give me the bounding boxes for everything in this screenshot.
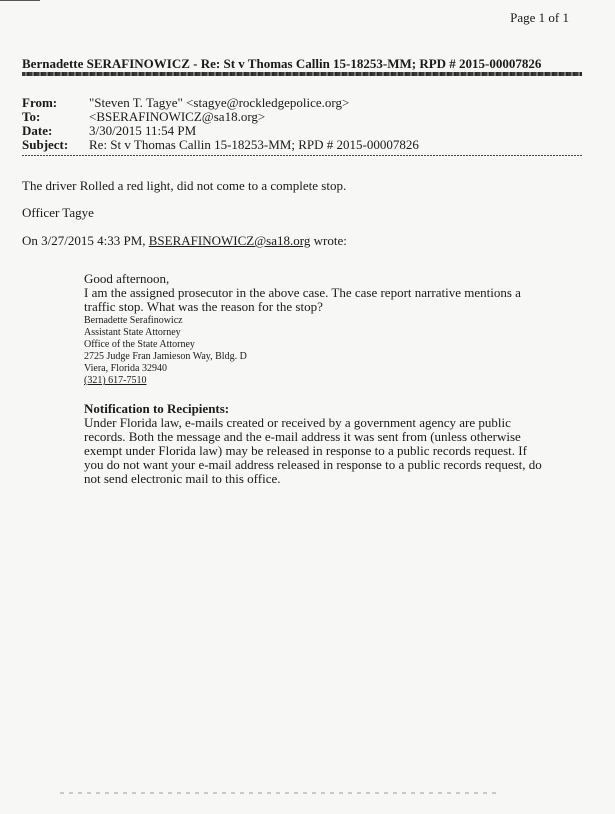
- quoted-greeting: Good afternoon,: [84, 271, 170, 286]
- subject-row: [22, 138, 419, 152]
- email-header: [22, 96, 419, 152]
- to-label: To:: [22, 109, 41, 124]
- document-title: Bernadette SERAFINOWICZ - Re: St v Thomas Callin 15-18253-MM; RPD # 2015-00007826: [22, 56, 542, 71]
- signature-phone[interactable]: (321) 617-7510: [84, 375, 147, 386]
- subject-label: Subject:: [22, 137, 69, 152]
- to-value: <BSERAFINOWICZ@sa18.org>: [89, 109, 266, 124]
- notification-body: Under Florida law, e-mails created or received by a government agency are public records. Both the message and the e-mail address it was sent from (unless otherwise exempt under Florida law) may be released in response to a public records request. If you do not want your e-mail address released in response to a public records request, do not send electronic mail to this office.: [84, 415, 542, 486]
- subject-value: Re: St v Thomas Callin 15-18253-MM; RPD # 2015-00007826: [89, 137, 419, 152]
- signature-city: Viera, Florida 32940: [84, 363, 167, 374]
- signature-title: Assistant State Attorney: [84, 327, 181, 338]
- quote-intro: [22, 233, 347, 249]
- scan-footer-artifact: [60, 792, 500, 794]
- signature-address: 2725 Judge Fran Jamieson Way, Bldg. D: [84, 351, 247, 362]
- top-edge-rule: [0, 0, 40, 1]
- signature-office: Office of the State Attorney: [84, 339, 195, 350]
- quote-intro-prefix: On 3/27/2015 4:33 PM,: [22, 233, 149, 248]
- date-row: [22, 124, 419, 138]
- page-number: Page 1 of 1: [510, 10, 569, 25]
- date-value: 3/30/2015 11:54 PM: [89, 123, 197, 138]
- from-row: [22, 96, 419, 110]
- sender-email-link[interactable]: BSERAFINOWICZ@sa18.org: [148, 233, 311, 248]
- from-label: From:: [22, 95, 58, 110]
- quoted-message: [84, 272, 544, 486]
- quoted-body: I am the assigned prosecutor in the above case. The case report narrative mentions a traffic stop. What was the reason for the stop?: [84, 285, 521, 314]
- quote-intro-suffix: wrote:: [310, 233, 347, 248]
- to-row: [22, 110, 419, 124]
- reply-signoff: Officer Tagye: [22, 205, 94, 220]
- title-divider-bar: [22, 72, 582, 76]
- notification-title: Notification to Recipients:: [84, 401, 230, 416]
- reply-line: The driver Rolled a red light, did not come to a complete stop.: [22, 178, 347, 193]
- header-divider: [22, 155, 582, 156]
- from-value: "Steven T. Tagye" <stagye@rockledgepolice.org>: [89, 95, 350, 110]
- date-label: Date:: [22, 123, 53, 138]
- signature-name: Bernadette Serafinowicz: [84, 315, 183, 326]
